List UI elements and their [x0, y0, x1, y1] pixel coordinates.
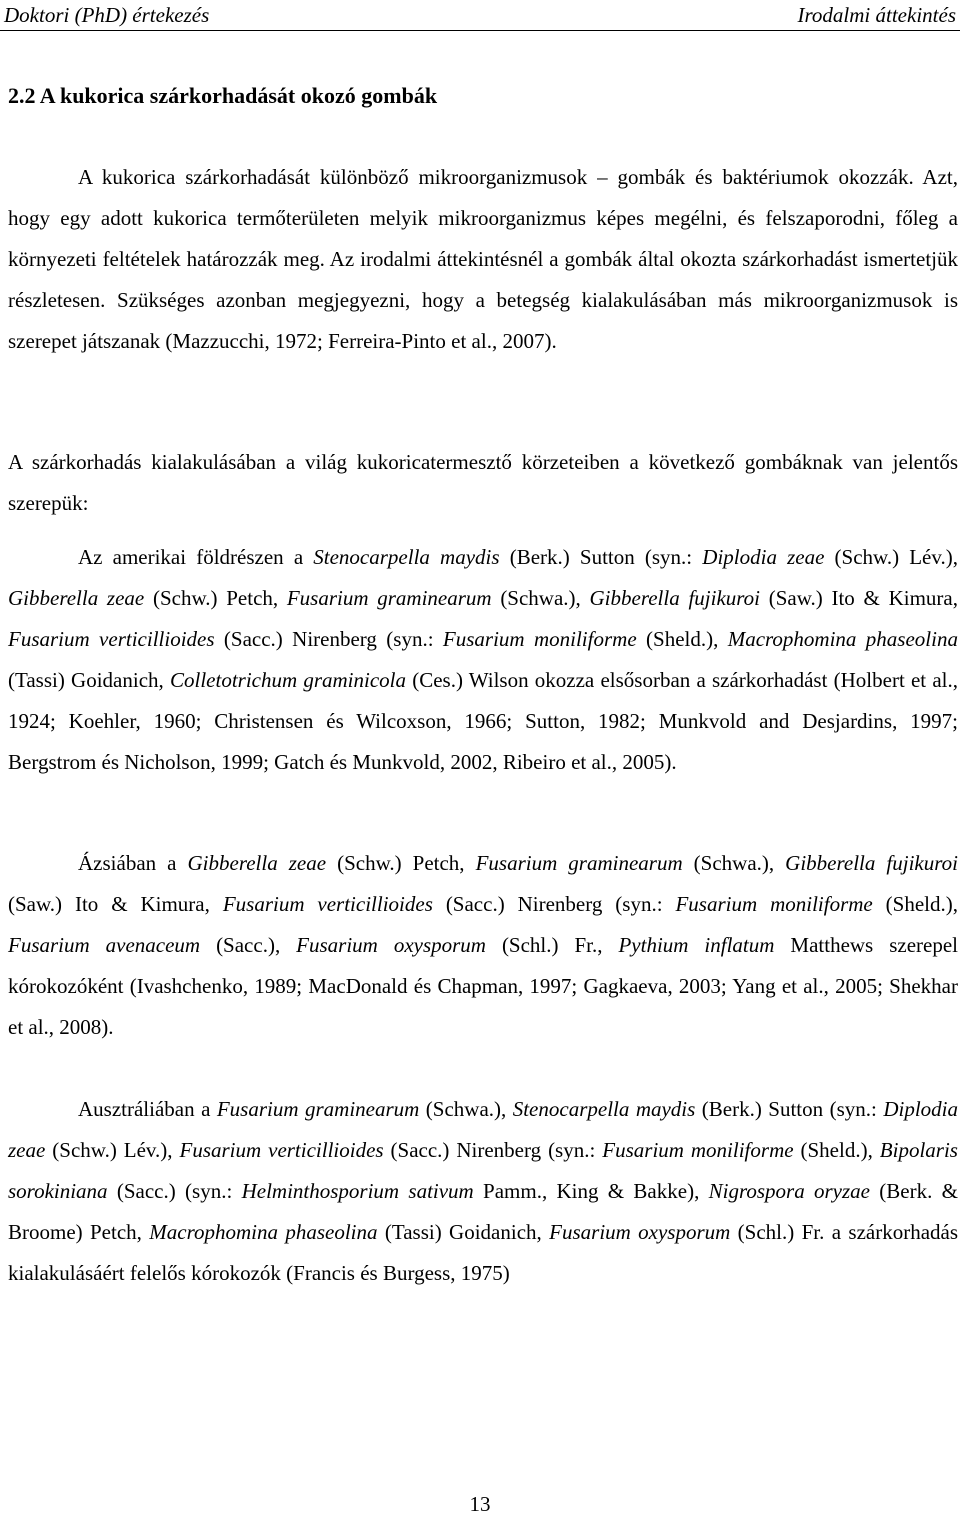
- species-name: Fusarium moniliforme: [675, 892, 873, 916]
- species-name: Fusarium verticillioides: [222, 892, 433, 916]
- text-segment: (Berk.) Sutton (syn.:: [499, 545, 703, 569]
- species-name: Pythium inflatum: [618, 933, 775, 957]
- text-segment: (Schl.) Fr.,: [485, 933, 619, 957]
- species-name: Nigrospora oryzae: [708, 1179, 870, 1203]
- page-number: 13: [469, 1492, 491, 1516]
- species-name: Fusarium avenaceum: [8, 933, 201, 957]
- text-segment: (Sacc.) (syn.:: [107, 1179, 242, 1203]
- species-name: Fusarium verticillioides: [179, 1138, 384, 1162]
- text-segment: (Sacc.) Nirenberg (syn.:: [214, 627, 443, 651]
- species-name: Fusarium moniliforme: [602, 1138, 794, 1162]
- species-name: Diplodia zeae: [8, 1097, 958, 1162]
- species-name: Fusarium oxysporum: [296, 933, 486, 957]
- paragraph-overview: A szárkorhadás kialakulásában a világ kukoricatermesztő körzeteiben a következő gombáknak van jelentős szerepük:: [8, 450, 958, 515]
- text-segment: (Schw.) Petch,: [144, 586, 287, 610]
- species-name: Fusarium graminearum: [216, 1097, 420, 1121]
- text-segment: Az amerikai földrészen a: [78, 545, 314, 569]
- text-segment: (Sheld.),: [636, 627, 728, 651]
- text-segment: (Tassi) Goidanich,: [8, 668, 170, 692]
- text-segment: (Schw.) Lév.),: [45, 1138, 180, 1162]
- header-chapter-title: Irodalmi áttekintés: [797, 3, 956, 27]
- species-name: Fusarium verticillioides: [8, 627, 215, 651]
- text-segment: Ausztráliában a: [78, 1097, 217, 1121]
- text-segment: (Schwa.),: [682, 851, 786, 875]
- species-name: Gibberella fujikuroi: [785, 851, 958, 875]
- text-segment: (Ces.) Wilson okozza elsősorban a szárkorhadást (Holbert et al., 1924; Koehler, 1960; Christensen és Wilcoxson, 1966; Sutton, 1982; Munkvold and Desjardins, 1997; Bergstrom és Nicholson, 1999; Gatch és Munkvold, 2002, Ribeiro et al., 2005).: [8, 668, 958, 774]
- text-segment: (Berk. & Broome) Petch,: [8, 1179, 958, 1244]
- species-name: Diplodia zeae: [702, 545, 825, 569]
- species-name: Stenocarpella maydis: [512, 1097, 696, 1121]
- species-name: Macrophomina phaseolina: [727, 627, 958, 651]
- text-segment: (Sheld.),: [793, 1138, 880, 1162]
- header-document-type: Doktori (PhD) értekezés: [4, 3, 210, 27]
- text-segment: (Tassi) Goidanich,: [377, 1220, 550, 1244]
- paragraph-australia: [8, 1089, 958, 1294]
- text-segment: (Sheld.),: [872, 892, 958, 916]
- text-segment: (Schw.) Lév.),: [824, 545, 958, 569]
- species-name: Gibberella zeae: [187, 851, 327, 875]
- species-name: Fusarium oxysporum: [549, 1220, 731, 1244]
- paragraph-intro: A kukorica szárkorhadását különböző mikroorganizmusok – gombák és baktériumok okozzák. Azt, hogy egy adott kukorica termőterületen melyik mikroorganizmus képes megélni, és felszaporodni, főleg a környezeti feltételek határozzák meg. Az irodalmi áttekintésnél a gombák által okozta szárkorhadást ismertetjük részletesen. Szükséges azonban megjegyezni, hogy a betegség kialakulásában más mikroorganizmusok is szerepet játszanak (Mazzucchi, 1972; Ferreira-Pinto et al., 2007).: [8, 165, 958, 353]
- text-segment: (Saw.) Ito & Kimura,: [760, 586, 958, 610]
- species-name: Bipolaris sorokiniana: [8, 1138, 958, 1203]
- text-segment: (Sacc.) Nirenberg (syn.:: [432, 892, 676, 916]
- species-name: Gibberella fujikuroi: [589, 586, 760, 610]
- species-name: Colletotrichum graminicola: [169, 668, 407, 692]
- text-segment: Ázsiában a: [78, 851, 188, 875]
- species-name: Helminthosporium sativum: [241, 1179, 474, 1203]
- text-segment: (Schl.) Fr. a szárkorhadás kialakulásáért felelős kórokozók (Francis és Burgess, 1975): [8, 1220, 959, 1285]
- text-segment: (Saw.) Ito & Kimura,: [8, 892, 223, 916]
- text-segment: Pamm., King & Bakke),: [473, 1179, 709, 1203]
- text-segment: Matthews szerepel kórokozóként (Ivashchenko, 1989; MacDonald és Chapman, 1997; Gagkaeva, 2003; Yang et al., 2005; Shekhar et al., 2008).: [8, 933, 958, 1039]
- text-segment: (Schw.) Petch,: [326, 851, 476, 875]
- text-segment: (Sacc.),: [200, 933, 297, 957]
- species-name: Fusarium moniliforme: [442, 627, 637, 651]
- paragraph-america: [8, 537, 958, 783]
- text-segment: (Schwa.),: [419, 1097, 513, 1121]
- text-segment: (Berk.) Sutton (syn.:: [695, 1097, 884, 1121]
- page-header: [0, 2, 960, 31]
- text-segment: (Schwa.),: [491, 586, 590, 610]
- species-name: Gibberella zeae: [8, 586, 145, 610]
- species-name: Fusarium graminearum: [475, 851, 683, 875]
- species-name: Fusarium graminearum: [286, 586, 492, 610]
- section-heading: 2.2 A kukorica szárkorhadását okozó gombák: [8, 83, 438, 108]
- species-name: Stenocarpella maydis: [313, 545, 500, 569]
- species-name: Macrophomina phaseolina: [149, 1220, 378, 1244]
- paragraph-asia: [8, 843, 958, 1048]
- text-segment: (Sacc.) Nirenberg (syn.:: [383, 1138, 603, 1162]
